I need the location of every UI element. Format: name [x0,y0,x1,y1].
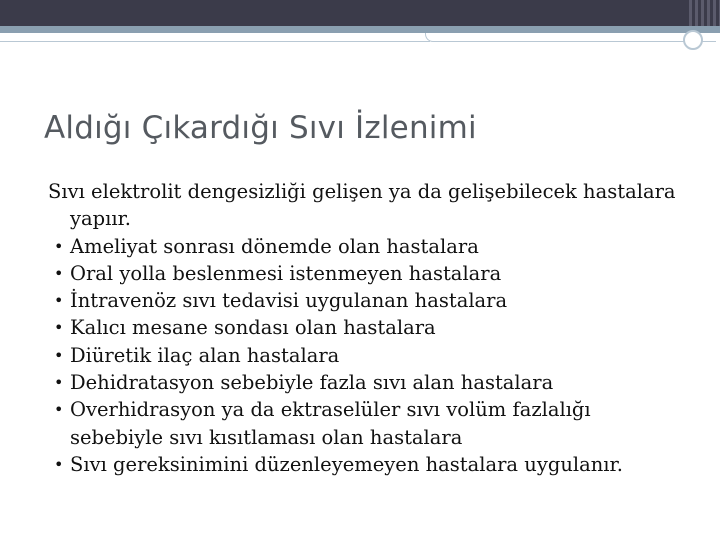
top-bar-stripes [686,0,720,26]
list-item-text: Diüretik ilaç alan hastalara [70,343,340,367]
list-item [48,451,688,478]
bullet-icon: • [54,345,64,365]
list-item-text: Kalıcı mesane sondası olan hastalara [70,316,436,340]
list-item-text: İntravenöz sıvı tedavisi uygulanan hastalara [70,289,508,313]
frame-tab-outline [425,33,716,42]
list-item [48,396,688,451]
list-item [48,287,688,314]
list-item-text: Ameliyat sonrası dönemde olan hastalara [70,234,479,258]
list-item [48,369,688,396]
list-item [48,342,688,369]
bullet-icon: • [54,291,64,311]
top-bar [0,0,720,26]
list-item-text: Overhidrasyon ya da ektraselüler sıvı volüm fazlalığı sebebiyle sıvı kısıtlaması olan hastalara [70,398,591,449]
list-item [48,314,688,341]
bullet-list [48,233,688,479]
list-item-text: Oral yolla beslenmesi istenmeyen hastalara [70,261,502,285]
intro-text: Sıvı elektrolit dengesizliği gelişen ya da gelişebilecek hastalara yapıır. [48,180,676,231]
frame-line [0,41,430,42]
slide-title: Aldığı Çıkardığı Sıvı İzlenimi [44,110,477,146]
circle-ornament [683,30,703,50]
bullet-icon: • [54,373,64,393]
bullet-icon: • [54,400,64,420]
bullet-icon: • [54,263,64,283]
bullet-icon: • [54,236,64,256]
list-item [48,260,688,287]
list-item-text: Dehidratasyon sebebiyle fazla sıvı alan hastalara [70,371,554,395]
slide-body [48,178,688,478]
top-bar-accent [0,26,720,33]
list-item-text: Sıvı gereksinimini düzenleyemeyen hastalara uygulanır. [70,452,623,476]
list-item [48,233,688,260]
bullet-icon: • [54,318,64,338]
bullet-icon: • [54,454,64,474]
